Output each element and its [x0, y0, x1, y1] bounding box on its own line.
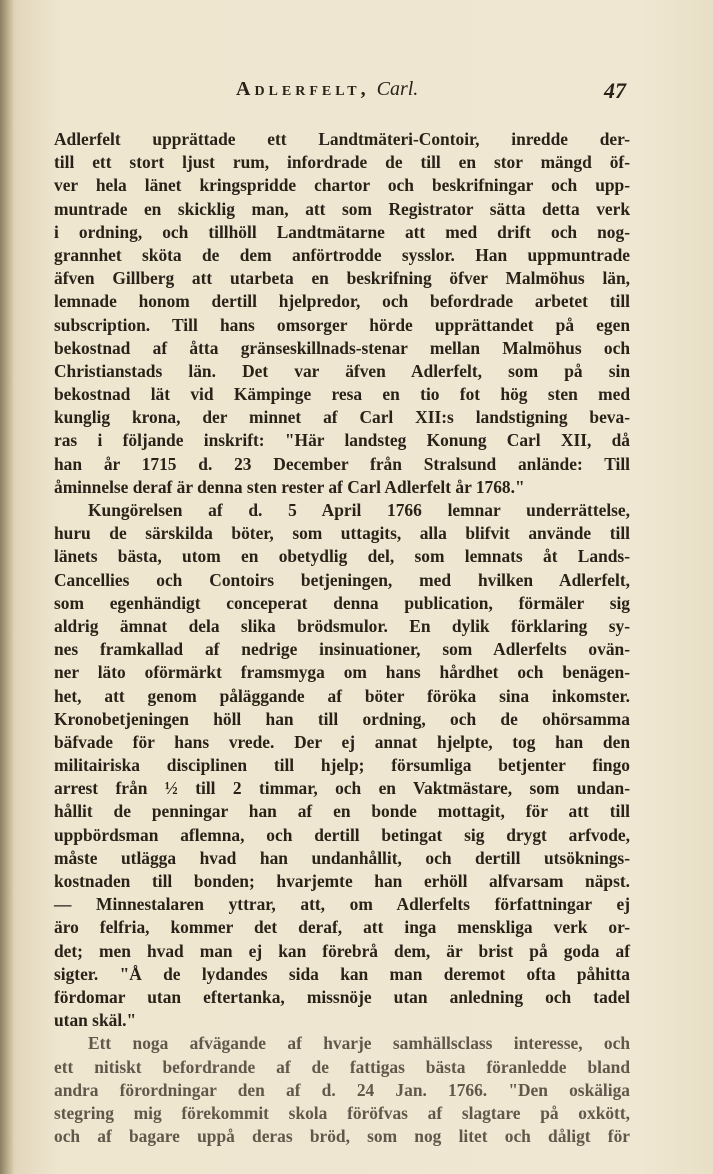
text-line: ver hela länet kringspridde chartor och beskrifningar och upp-: [54, 175, 630, 196]
text-line: kunglig krona, der minnet af Carl XII:s landstigning beva-: [54, 407, 630, 428]
page-number: 47: [604, 78, 626, 103]
text-line: huru de särskilda böter, som uttagits, alla blifvit använde till: [54, 523, 630, 544]
running-head-given-name: Carl.: [376, 78, 419, 100]
text-line: bekostnad af åtta gränseskillnads-stenar mellan Malmöhus och: [54, 337, 630, 358]
text-line: han år 1715 d. 23 December från Stralsund anlände: Till: [54, 453, 630, 474]
text-line: grannhet sköta de dem anförtrodde sysslor. Han uppmuntrade: [54, 244, 630, 265]
text-line: Christianstads län. Det var äfven Adlerfelt, som på sin: [54, 360, 630, 381]
text-line: utan skäl.": [54, 1010, 137, 1031]
text-line: Ett noga afvägande af hvarje samhällsclass interesse, och: [88, 1033, 630, 1054]
text-line: måste utlägga hvad han undanhållit, och dertill utsöknings-: [54, 847, 630, 868]
text-line: i ordning, och tillhöll Landtmätarne att med drift och nog-: [54, 221, 630, 242]
text-line: aldrig ämnat dela slika brödsmulor. En dylik förklaring sy-: [54, 615, 630, 636]
text-line: ett nitiskt befordrande af de fattigas bästa föranledde bland: [54, 1056, 630, 1077]
text-line: militairiska disciplinen till hjelp; försumliga betjenter fingo: [54, 755, 630, 776]
text-line: Adlerfelt upprättade ett Landtmäteri-Contoir, inredde der-: [54, 129, 630, 149]
text-line: Kronobetjeningen höll han till ordning, och de ohörsamma: [54, 708, 630, 729]
text-line: fördomar utan eftertanka, missnöje utan anledning och tadel: [54, 986, 630, 1007]
text-line: arrest från ½ till 2 timmar, och en Vaktmästare, som undan-: [54, 778, 630, 799]
body-text: [54, 128, 630, 1148]
text-line: som egenhändigt conceperat denna publication, förmäler sig: [54, 592, 630, 613]
text-line: uppbördsman aflemna, och dertill betingat sig drygt arfvode,: [54, 824, 630, 845]
text-line: sigter. "Å de lydandes sida kan man deremot ofta påhitta: [54, 963, 630, 984]
text-line: andra förordningar den af d. 24 Jan. 1766. "Den oskäliga: [54, 1079, 630, 1100]
text-line: åminnelse deraf är denna sten rester af Carl Adlerfelt år 1768.": [54, 476, 525, 497]
text-line: lemnade honom dertill hjelpredor, och befordrade arbetet till: [54, 291, 630, 312]
text-line: Kungörelsen af d. 5 April 1766 lemnar underrättelse,: [88, 500, 630, 520]
text-line: bäfvade för hans vrede. Der ej annat hjelpte, tog han den: [54, 731, 630, 752]
text-line: äro felfria, kommer det deraf, att inga menskliga verk or-: [54, 917, 630, 938]
text-line: nes framkallad af nedrige insinuationer, som Adlerfelts ovän-: [54, 639, 630, 660]
text-line: hållit de penningar han af en bonde mottagit, för att till: [54, 801, 630, 822]
text-line: ner läto oförmärkt framsmyga om hans hårdhet och benägen-: [54, 662, 630, 683]
text-line: och af bagare uppå deras bröd, som nog litet och dåligt för: [54, 1126, 630, 1147]
text-line: subscription. Till hans omsorger hörde upprättandet på egen: [54, 314, 630, 335]
text-line: bekostnad lät vid Kämpinge resa en tio fot hög sten med: [54, 384, 630, 405]
text-line: Cancellies och Contoirs betjeningen, med hvilken Adlerfelt,: [54, 569, 630, 590]
text-line: till ett stort ljust rum, infordrade de till en stor mängd öf-: [54, 152, 630, 173]
text-line: ras i följande inskrift: "Här landsteg Konung Carl XII, då: [54, 430, 630, 451]
text-line: äfven Gillberg att utarbeta en beskrifning öfver Malmöhus län,: [54, 268, 630, 289]
book-spine-shadow: [0, 0, 14, 1174]
text-line: — Minnestalaren yttrar, att, om Adlerfelts författningar ej: [54, 894, 630, 915]
text-line: det; men hvad man ej kan förebrå dem, är brist på goda af: [54, 940, 630, 961]
text-line: kostnaden till bonden; hvarjemte han erhöll alfvarsam näpst.: [54, 871, 630, 891]
text-line: muntrade en skicklig man, att som Registrator sätta detta verk: [54, 198, 630, 219]
page-header: [56, 78, 626, 108]
text-line: het, att genom påläggande af böter föröka sina inkomster.: [54, 685, 630, 706]
text-line: stegring mig förekommit skola föröfvas af slagtare på oxkött,: [54, 1102, 630, 1123]
running-head-surname: Adlerfelt: [236, 78, 361, 100]
text-line: länets bästa, utom en obetydlig del, som lemnats åt Lands-: [54, 546, 630, 567]
running-head: Adlerfelt, Carl.: [236, 78, 419, 100]
